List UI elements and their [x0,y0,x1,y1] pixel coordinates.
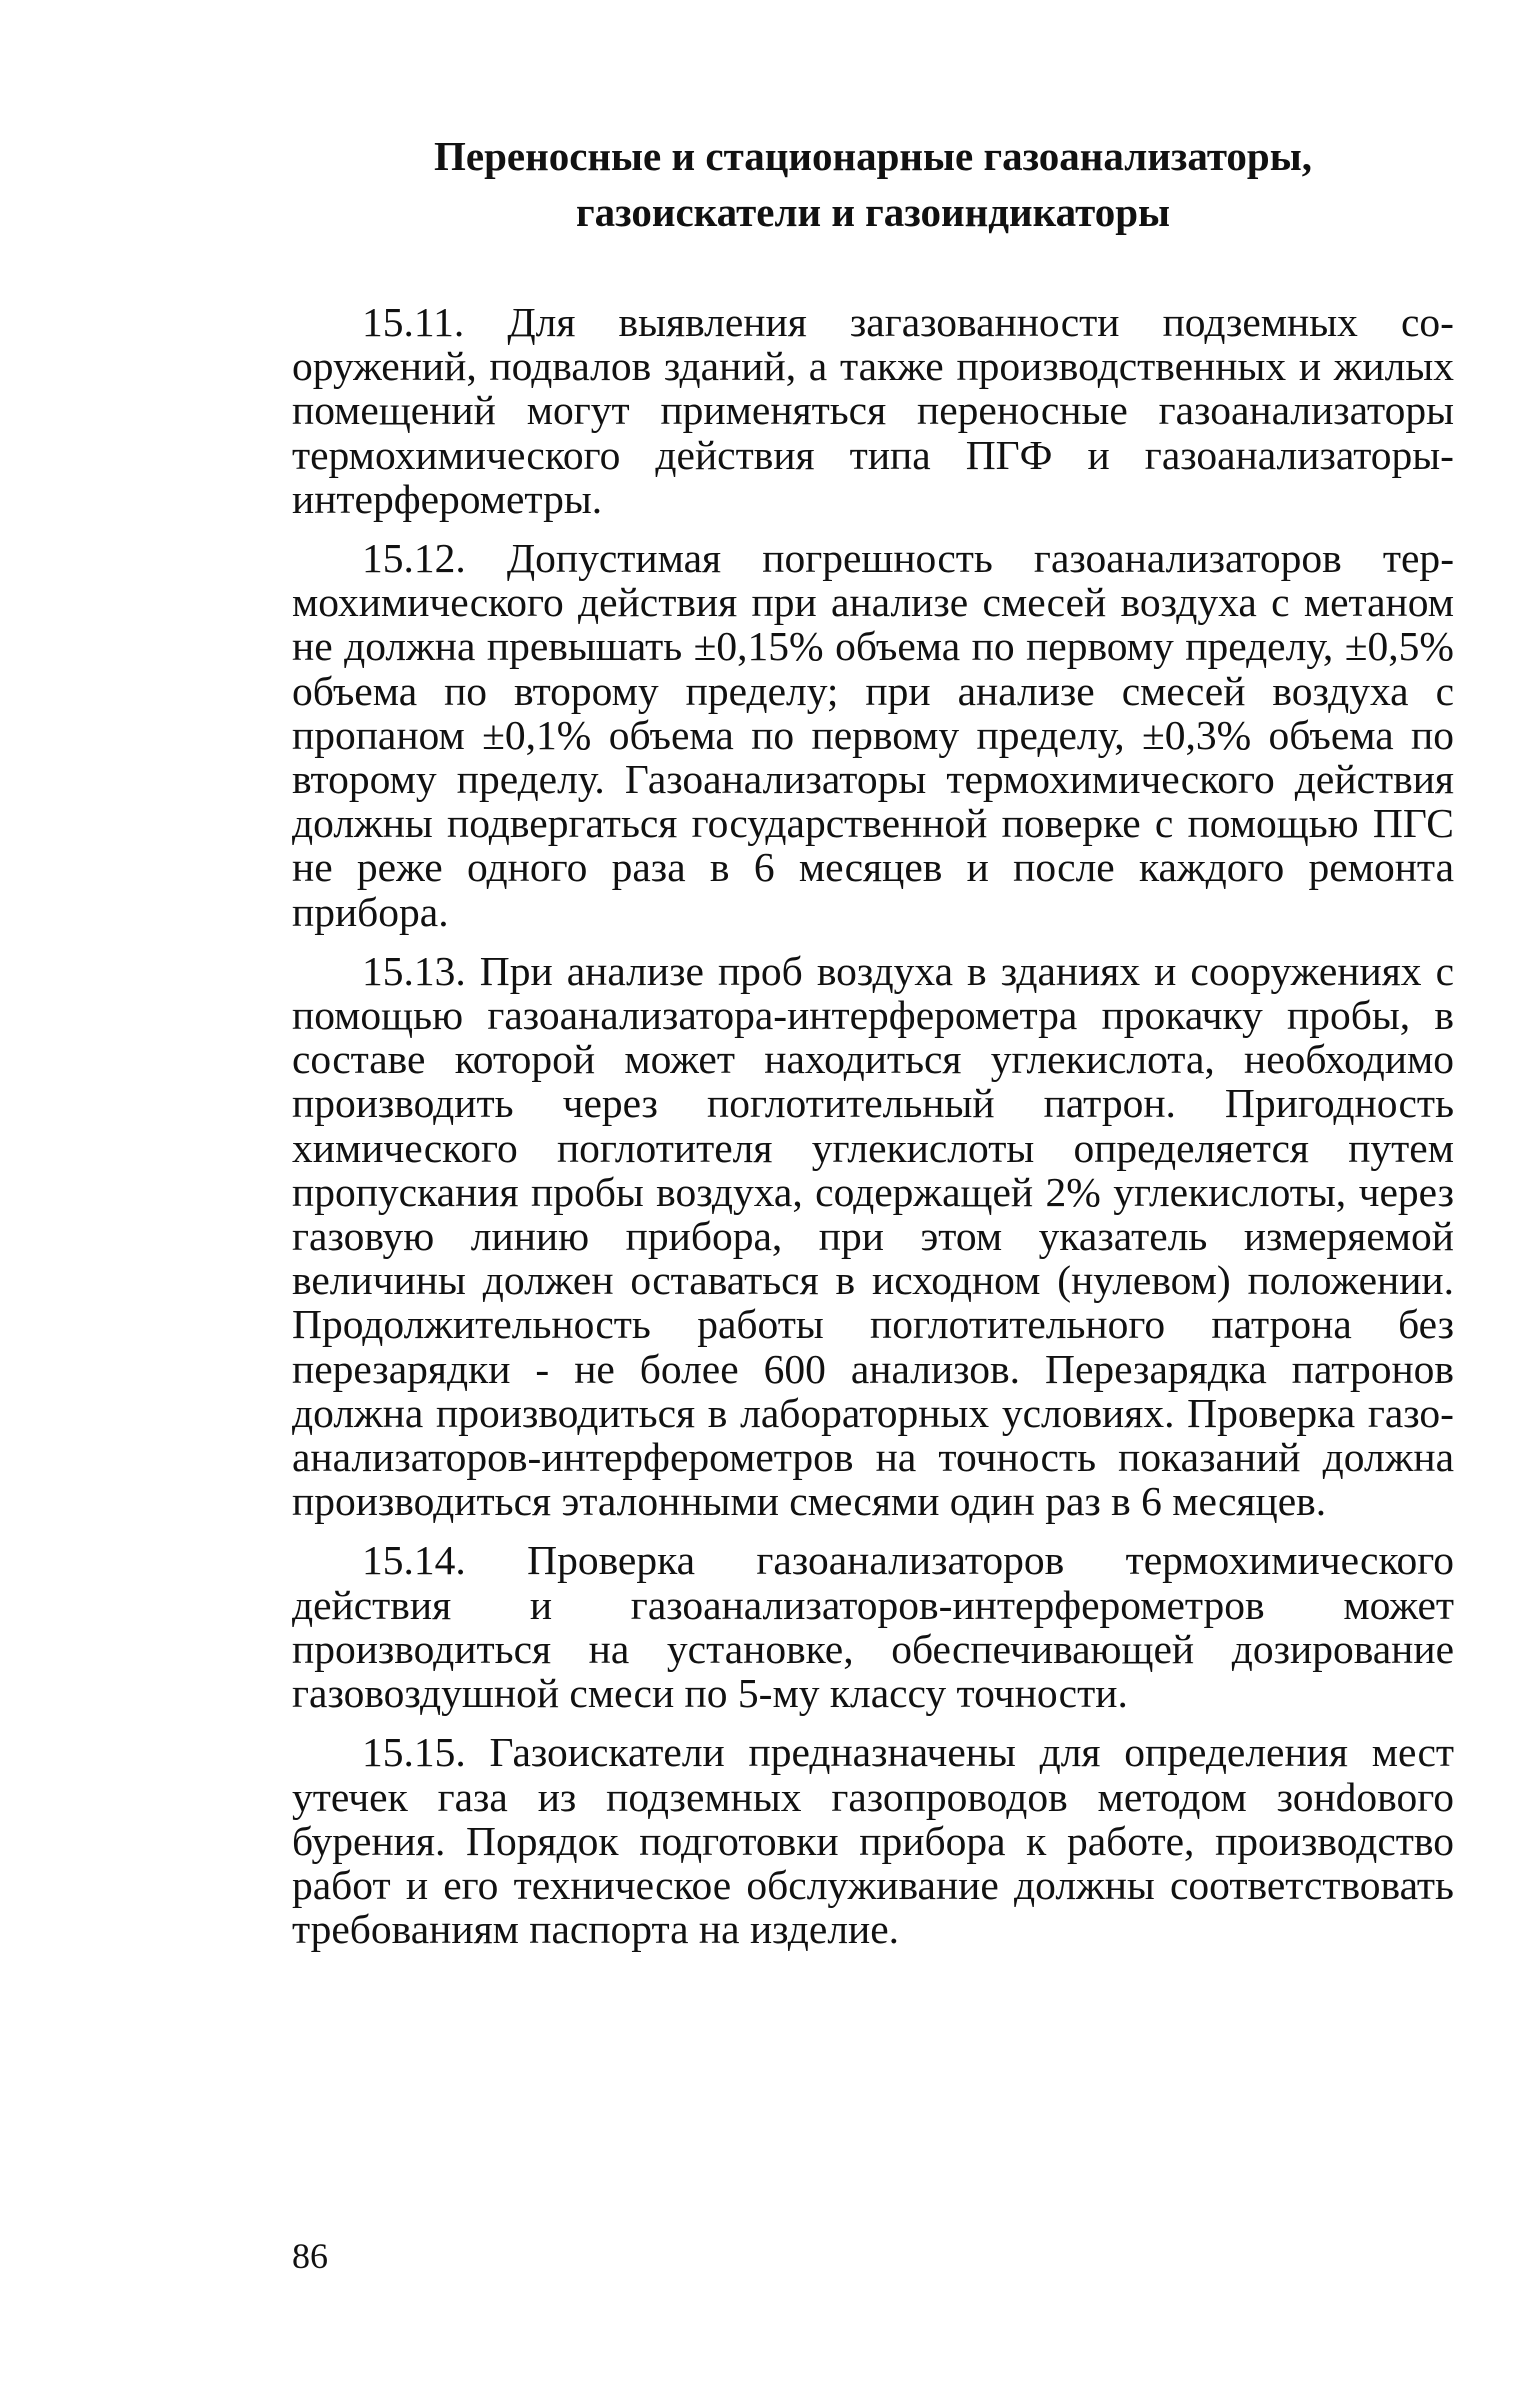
section-heading-line-2: газоискатели и газоиндикаторы [575,189,1171,235]
paragraph-15-12 [292,536,1454,934]
paragraph-number: 15.12. [362,535,466,582]
paragraph-number: 15.11. [362,299,465,345]
paragraph-15-14 [292,1538,1454,1715]
section-heading-line-1: Переносные и стационарные газоанализаторы, [434,133,1312,179]
paragraph-text: Газоискатели предназначены для определения мест утечек газа из подземных газопроводов методом зонdового бурения. Порядок подготовки прибора к работе, производство работ и его техническое обслуживание должны соответствовать требованиям паспорта на изделие. [292,1729,1455,1953]
paragraph-15-13 [292,949,1454,1524]
page-number: 86 [292,2236,328,2276]
paragraph-text: Для выявления загазованности подземных сооружений, подвалов зданий, а также производственных и жилых помещений могут применяться переносные газоанализаторы термохимического действия типа ПГФ и газоанализаторы-интерферометры. [292,299,1454,522]
paragraph-15-11 [292,300,1454,521]
paragraph-text: Допустимая погрешность газоанализаторов термохимического действия при анализе смесей воздуха с метаном не должна превышать ±0,15% объема по первому пределу, ±0,5% объема по второму пределу; при анализе смесей воздуха с пропаном ±0,1% объема по первому пределу, ±0,3% объема по второму пределу. Газоанализаторы термохимического действия должны подвергаться государственной поверке с помощью ПГС не реже одного раза в 6 месяцев и после каждого ремонта прибора. [292,535,1455,935]
paragraph-text: При анализе проб воздуха в зданиях и сооружениях с помощью газоанализатора-интерферометра прокачку пробы, в составе которой может находиться углекислота, необходимо производить через поглотительный патрон. Пригодность химического поглотителя углекислоты определяется путем пропускания пробы воздуха, содержащей 2% углекислоты, через газовую линию прибора, при этом указатель измеряемой величины должен оставаться в исходном (нулевом) положении. Продолжительность работы поглотительного патрона без перезарядки - не более 600 анализов. Перезарядка патронов должна производиться в лабораторных условиях. Проверка газоанализаторов-интерферометров на точность показаний должна производиться эталонными смесями один раз в 6 месяцев. [292,947,1455,1525]
page-body [292,128,1454,1966]
paragraph-15-15 [292,1730,1454,1951]
paragraph-number: 15.15. [362,1729,466,1776]
section-heading [292,128,1454,240]
paragraph-number: 15.14. [362,1537,466,1584]
paragraph-text: Проверка газоанализаторов термохимического действия и газоанализаторов-интерферометров может производиться на установке, обеспечивающей дозирование газовоздушной смеси по 5-му классу точности. [292,1537,1454,1717]
paragraph-number: 15.13. [362,947,466,994]
